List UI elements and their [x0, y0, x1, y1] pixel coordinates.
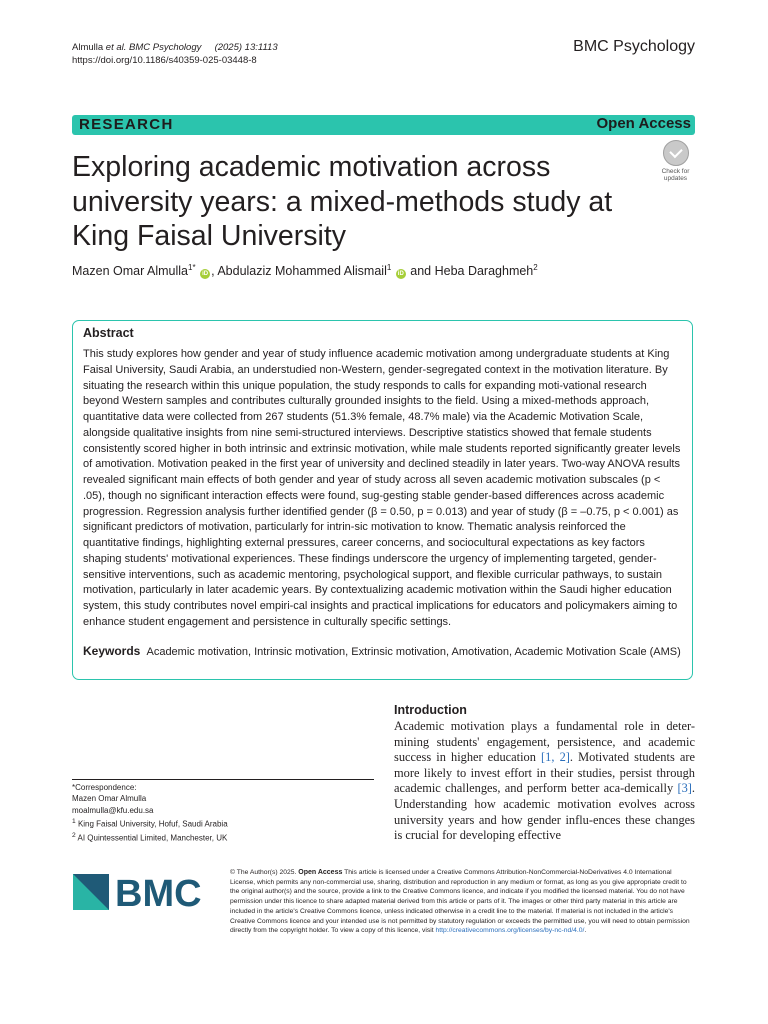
citation-journal: et al. BMC Psychology — [105, 42, 202, 53]
introduction-text: Academic motivation plays a fundamental role in deter-mining students' engagement, persistence, and academic success in higher education [1, 2]. Motivated students are more likely to invest effort in their studies, persist through academic challenges, and perform better aca-demically [3]. Understanding how academic motivation evolves across university years and how gender influ-ences these changes is crucial for developing effective — [394, 719, 695, 843]
author-affiliation: 2 — [533, 263, 538, 272]
check-updates-icon — [663, 140, 689, 166]
citation-authors: Almulla — [72, 42, 106, 53]
license-link[interactable]: http://creativecommons.org/licenses/by-nc-nd/4.0/ — [435, 927, 585, 935]
orcid-icon[interactable]: iD — [397, 271, 404, 278]
author-name[interactable]: Abdulaziz Mohammed Alismail — [217, 264, 387, 279]
author-name[interactable]: Mazen Omar Almulla — [72, 264, 189, 279]
abstract-text: This study explores how gender and year of study influence academic motivation among undergraduate students at King Faisal University, Saudi Arabia, an understudied non-Western, gender-segregated context in the motivation literature. By situating the research within this unique population, the study responds to calls for expanding moti-vational research beyond Western samples and contributes culturally grounded insights to the field. Using a mixed-methods approach, quantitative data were collected from 267 students (51.3% female, 48.7% male) via the Academic Motivation Scale, alongside qualitative insights from nine semi-structured interviews. Descriptive statistics showed that female students consistently scored higher in both intrinsic and extrinsic motivation, while male students reported significantly greater levels of amotivation. Motivation peaked in the first year of university and declined steadily in later years. Two-way ANOVA results revealed significant main effects of both gender and year of study across all seven academic motivation subscales (p < .05), though no significant interaction effects were found, sug-gesting stable gender-based differences across academic progression. Regression analysis further identified gender (β = 0.50, p = 0.013) and year of study (β = –0.75, p < 0.001) as significant predictors of motivation, particularly for intrin-sic motivation to know. Thematic analysis reinforced the quantitative findings, highlighting external pressures, career concerns, and sociocultural expectations as key factors shaping students' motivational experiences. These findings underscore the urgency of implementing targeted, gender-sensitive interventions, such as academic mentoring, psychological support, and flexible curricular pathways, to sustain motivation, particularly in later academic years. By contextualizing academic motivation within the Saudi higher education system, this study contributes novel empiri-cal insights and practical implications for educators and policymakers aiming to enhance student engagement and persistence in culturally specific settings. — [83, 348, 681, 628]
article-title: Exploring academic motivation across university years: a mixed-methods study at King Faisal University — [72, 151, 613, 252]
author-name[interactable]: Heba Daraghmeh — [434, 264, 534, 279]
abstract-box — [72, 320, 693, 680]
check-updates-line1: Check for — [661, 168, 690, 175]
correspondence: *Correspondence: Mazen Omar Almulla moalmulla@kfu.edu.sa $^1$ King Faisal University, Hofuf, Saudi Arabia $^2$ AI Quintessential Limited, Manchester, UK — [72, 783, 228, 843]
keywords — [83, 644, 681, 661]
license-notice: © The Author(s) 2025. Open Access This article is licensed under a Creative Commons Attribution-NonCommercial-NoDerivatives 4.0 International License, which permits any non-commercial use, sharing, distribution and reproduction in any medium or format, as long as you give appropriate credit to the original author(s) and the source, provide a link to the Creative Commons licence, and indicate if you modified the licensed material. You do not have permission under this licence to share adapted material derived from this article or parts of it. The images or other third party material in this article are included in the article's Creative Commons licence, unless indicated otherwise in a credit line to the material. If material is not included in the article's Creative Commons licence and your intended use is not permitted by statutory regulation or exceeds the permitted use, you will need to obtain permission directly from the copyright holder. To view a copy of this licence, visit http://creativecommons.org/licenses/by-nc-nd/4.0/. — [230, 869, 690, 935]
affiliation-1: King Faisal University, Hofuf, Saudi Arabia — [77, 819, 228, 829]
correspondence-name: Mazen Omar Almulla — [72, 794, 147, 804]
article-type-label: RESEARCH — [79, 116, 174, 133]
citation-link[interactable]: [1, 2] — [541, 750, 570, 765]
license-oa-label: Open Access — [298, 869, 343, 876]
bmc-logo[interactable] — [73, 872, 213, 912]
author-affiliation: 1* — [188, 263, 196, 272]
journal-name: BMC Psychology — [573, 38, 695, 55]
introduction-heading: Introduction — [394, 703, 467, 717]
check-updates-line2: updates — [663, 175, 688, 182]
check-for-updates-badge[interactable] — [655, 140, 696, 180]
correspondence-email[interactable]: moalmulla@kfu.edu.sa — [72, 805, 154, 815]
doi-link[interactable]: https://doi.org/10.1186/s40359-025-03448-8 — [72, 55, 257, 66]
correspondence-divider — [72, 779, 374, 780]
running-header — [72, 41, 278, 67]
author-list: Mazen Omar Almulla$^{1*}$ iD , Abdulaziz Mohammed Alismail$^1$ iD and Heba Daraghmeh$^2$ — [72, 263, 538, 279]
keywords-text: Academic motivation, Intrinsic motivation, Extrinsic motivation, Amotivation, Academic Motivation Scale (AMS) — [146, 646, 681, 658]
open-access-label: Open Access — [596, 115, 691, 132]
keywords-label: Keywords — [83, 644, 141, 658]
correspondence-label: *Correspondence: — [72, 783, 137, 792]
affiliation-2: AI Quintessential Limited, Manchester, UK — [77, 833, 228, 843]
citation-year: (2025) 13:1113 — [214, 42, 278, 53]
bmc-logo-text: BMC — [115, 873, 202, 912]
orcid-icon[interactable]: iD — [202, 271, 209, 278]
article-type-banner — [72, 115, 695, 135]
author-affiliation: 1 — [386, 263, 392, 272]
citation-link[interactable]: [3] — [677, 781, 692, 796]
abstract-heading: Abstract — [83, 326, 134, 340]
